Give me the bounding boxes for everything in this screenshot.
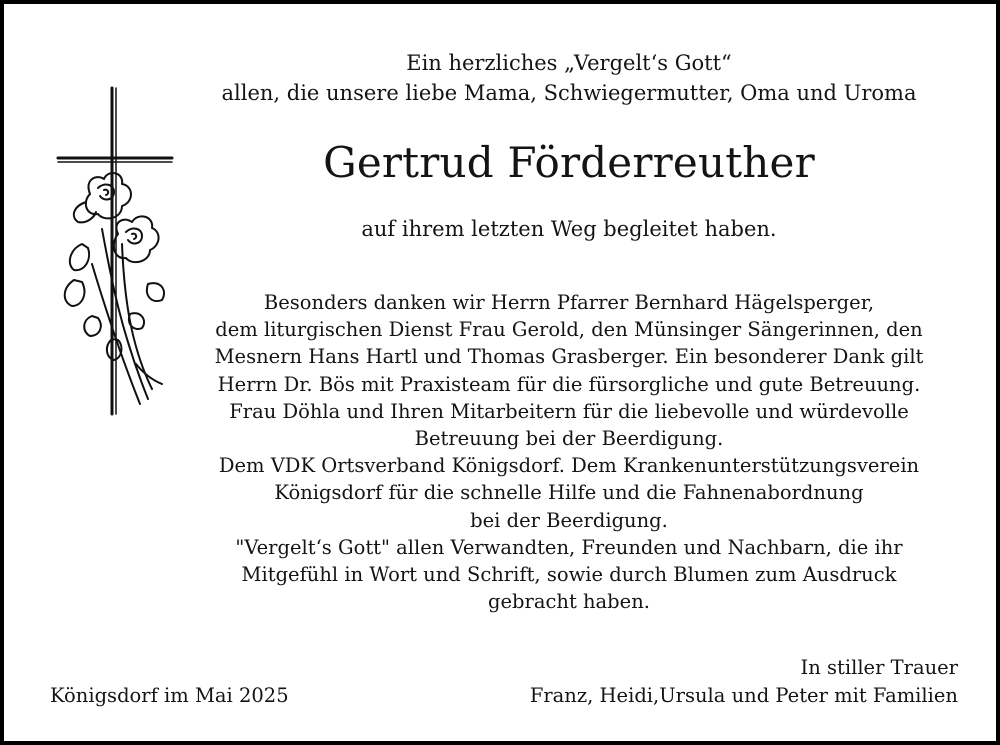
body-line: "Vergelt‘s Gott" allen Verwandten, Freunden und Nachbarn, die ihr xyxy=(235,535,903,559)
place-date: Königsdorf im Mai 2025 xyxy=(50,684,289,707)
thanks-body xyxy=(154,289,984,615)
body-line: Besonders danken wir Herrn Pfarrer Bernhard Hägelsperger, xyxy=(263,291,875,314)
body-line: Königsdorf für die schnelle Hilfe und die Fahnenabordnung xyxy=(274,481,864,505)
intro-text xyxy=(154,48,984,108)
body-line: Mitgefühl in Wort und Schrift, sowie durch Blumen zum Ausdruck xyxy=(241,563,897,587)
body-line: bei der Beerdigung. xyxy=(470,508,668,532)
body-line: Herrn Dr. Bös mit Praxisteam für die fürsorgliche und gute Betreuung. xyxy=(217,372,921,396)
body-line: dem liturgischen Dienst Frau Gerold, den Münsinger Sängerinnen, den xyxy=(215,318,923,342)
closing-phrase: In stiller Trauer xyxy=(800,656,958,679)
body-line: Mesnern Hans Hartl und Thomas Grasberger. Ein besonderer Dank gilt xyxy=(214,345,924,369)
intro-line-2: allen, die unsere liebe Mama, Schwiegermutter, Oma und Uroma xyxy=(221,81,917,105)
body-line: Frau Döhla und Ihren Mitarbeitern für die liebevolle und würdevolle xyxy=(229,399,909,423)
subline: auf ihrem letzten Weg begleitet haben. xyxy=(361,217,777,241)
body-line: Betreuung bei der Beerdigung. xyxy=(414,427,724,451)
body-line: gebracht haben. xyxy=(488,590,650,614)
deceased-name: Gertrud Förderreuther xyxy=(323,138,815,187)
intro-line-1: Ein herzliches „Vergelt‘s Gott“ xyxy=(406,51,732,75)
body-line: Dem VDK Ortsverband Königsdorf. Dem Krankenunterstützungsverein xyxy=(218,454,920,478)
signatories: Franz, Heidi,Ursula und Peter mit Familien xyxy=(529,684,958,707)
signature-block xyxy=(530,654,958,710)
